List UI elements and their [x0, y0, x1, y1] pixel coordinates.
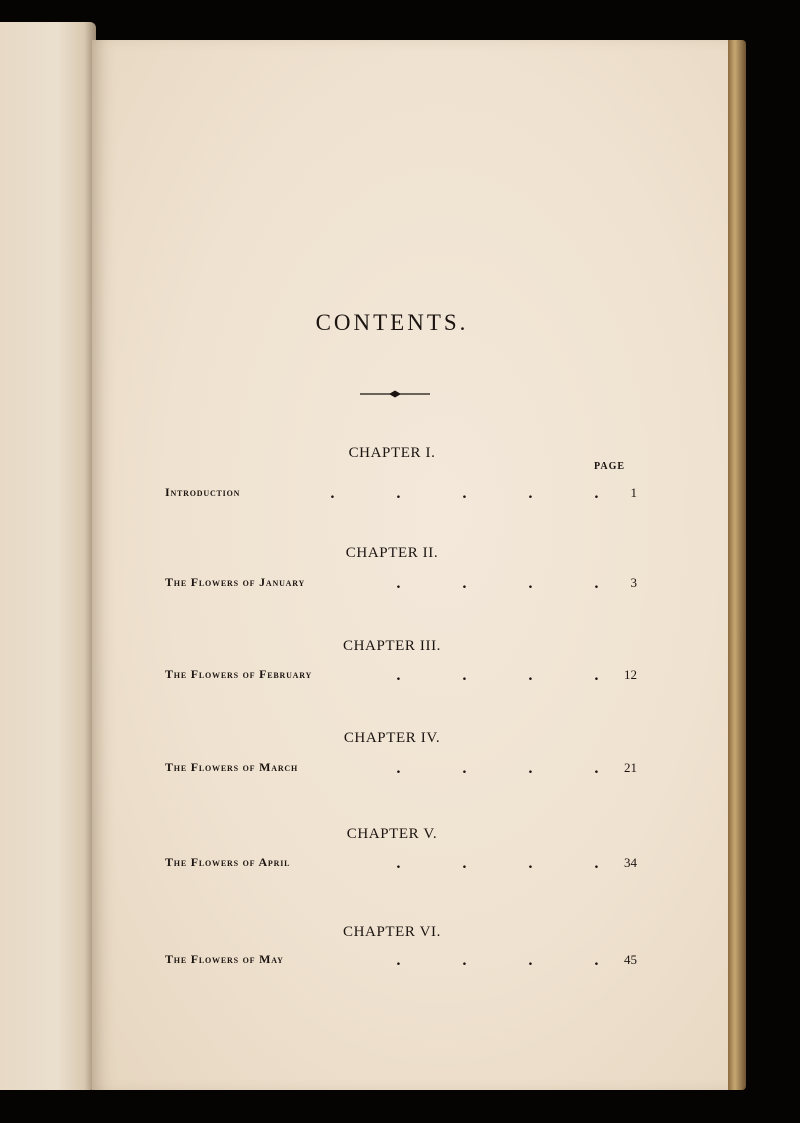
dot-leader: . [396, 856, 401, 872]
dot-leader: . [330, 486, 335, 502]
dot-leader: . [396, 761, 401, 777]
chapter-heading: CHAPTER I. [348, 445, 436, 461]
dot-leader: . [528, 486, 533, 502]
dot-leader: . [396, 486, 401, 502]
entry-page-number: 3 [630, 575, 637, 590]
chapter-heading: CHAPTER II. [345, 545, 439, 561]
entry-title: The Flowers of March [165, 760, 299, 774]
entry-page-number: 1 [630, 485, 637, 500]
entry-title: The Flowers of May [165, 952, 284, 966]
dot-leader: . [462, 856, 467, 872]
dot-leader: . [462, 576, 467, 592]
dot-leader: . [462, 953, 467, 969]
dot-leader: . [396, 953, 401, 969]
dot-leader: . [528, 856, 533, 872]
entry-title: The Flowers of January [165, 575, 306, 589]
dot-leader: . [462, 486, 467, 502]
entry-page-number: 45 [624, 952, 637, 967]
dot-leader: . [462, 668, 467, 684]
entry-title: Introduction [165, 485, 241, 499]
entry-title: The Flowers of April [165, 855, 291, 869]
dot-leader: . [528, 953, 533, 969]
dot-leader: . [594, 953, 599, 969]
chapter-heading: CHAPTER IV. [343, 730, 441, 746]
facing-page-edge [0, 22, 96, 1090]
dot-leader: . [594, 576, 599, 592]
toc-entry [165, 952, 635, 972]
toc-entry [165, 667, 635, 687]
page-title: CONTENTS. [315, 310, 469, 335]
ornament-divider [360, 389, 430, 399]
dot-leader: . [528, 668, 533, 684]
chapter-heading: CHAPTER V. [346, 826, 438, 842]
entry-page-number: 34 [624, 855, 637, 870]
toc-entry [165, 760, 635, 780]
dot-leader: . [594, 486, 599, 502]
chapter-heading: CHAPTER VI. [343, 924, 441, 940]
toc-entry [165, 855, 635, 875]
entry-page-number: 12 [624, 667, 637, 682]
entry-title: The Flowers of February [165, 667, 313, 681]
page-column-label: PAGE [594, 461, 626, 472]
toc-entry [165, 575, 635, 595]
dot-leader: . [528, 761, 533, 777]
dot-leader: . [396, 668, 401, 684]
dot-leader: . [528, 576, 533, 592]
contents-page [92, 40, 728, 1090]
dot-leader: . [462, 761, 467, 777]
dot-leader: . [594, 761, 599, 777]
entry-page-number: 21 [624, 760, 637, 775]
dot-leader: . [594, 668, 599, 684]
chapter-heading: CHAPTER III. [342, 638, 442, 654]
dot-leader: . [396, 576, 401, 592]
toc-entry [165, 485, 635, 505]
dot-leader: . [594, 856, 599, 872]
